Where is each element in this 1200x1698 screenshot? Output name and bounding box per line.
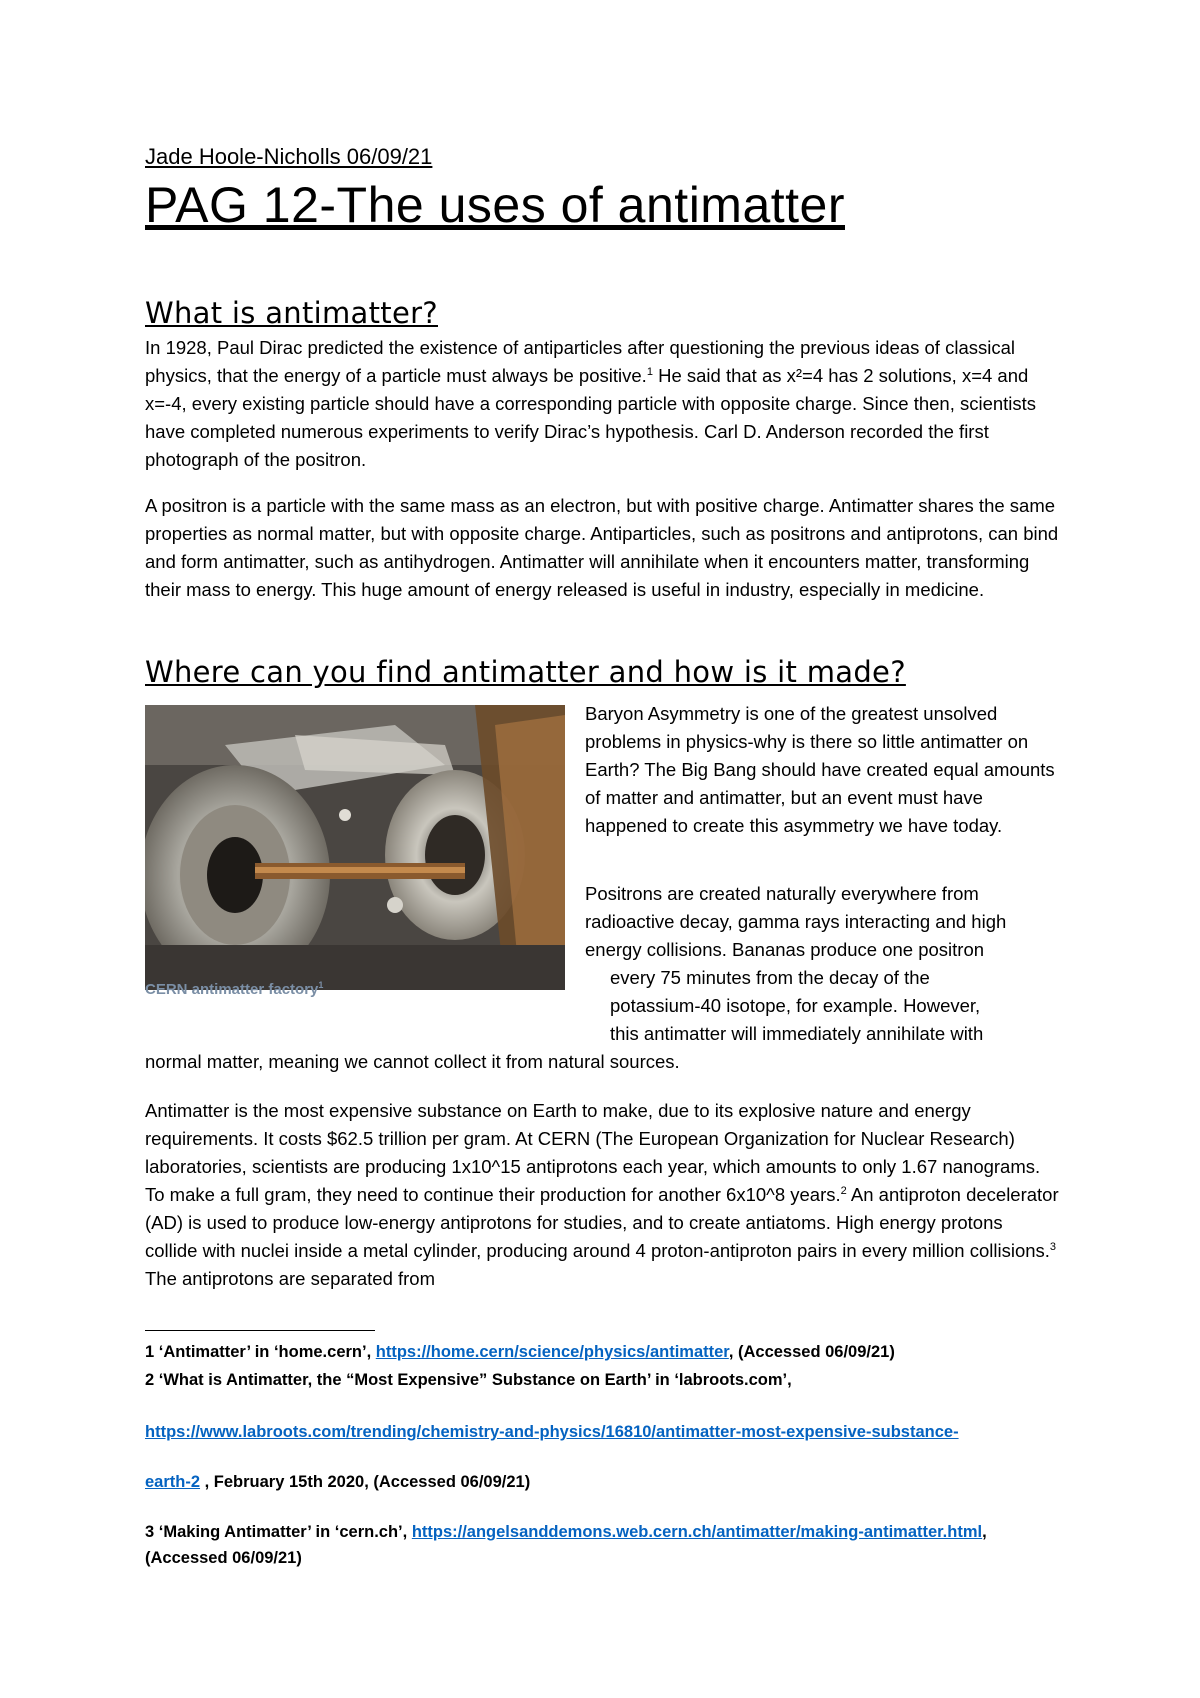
footnote-3-text: 3 ‘Making Antimatter’ in ‘cern.ch’, <box>145 1523 412 1541</box>
text-flow-line-4: normal matter, meaning we cannot collect it from natural sources. <box>145 1051 680 1072</box>
footnote-3-accessed: (Accessed 06/09/21) <box>145 1549 302 1567</box>
caption-footnote-ref[interactable]: 1 <box>318 980 324 990</box>
paragraph-cost-text-end: The antiprotons are separated from <box>145 1268 435 1289</box>
footnote-1-text: 1 ‘Antimatter’ in ‘home.cern’, <box>145 1343 376 1361</box>
paragraph-positron: A positron is a particle with the same mass as an electron, but with positive charge. Antimatter shares the same properties as normal matter, but with opposite charge. Antiparticles, such as positrons and antiprotons, can bind and form antimatter, such as antihydrogen. Antimatter will annihilate when it encounters matter, transforming their mass to energy. This huge amount of energy released is useful in industry, especially in medicine. <box>145 495 1059 600</box>
footnote-3-link[interactable]: https://angelsanddemons.web.cern.ch/antimatter/making-antimatter.html <box>411 1523 983 1541</box>
footnote-ref-1[interactable]: 1 <box>646 365 653 378</box>
cern-photo <box>145 705 565 990</box>
footnote-2: 2 ‘What is Antimatter, the “Most Expensive” Substance on Earth’ in ‘labroots.com’, <box>145 1371 792 1389</box>
footnote-3 <box>145 1520 1065 1544</box>
footnote-ref-3[interactable]: 3 <box>1049 1240 1057 1253</box>
paragraph-cost <box>145 1097 1060 1293</box>
paragraph-cost-text: Antimatter is the most expensive substance on Earth to make, due to its explosive nature and energy requirements. It costs $62.5 trillion per gram. At CERN (The European Organization for Nuclear Research) laboratories, scientists are producing 1x10^15 antiprotons each year, which amounts to only 1.67 nanograms. To make a full gram, they need to continue their production for another 6x10^8 years. <box>145 1100 1041 1205</box>
footnote-2-link-line <box>145 1420 1065 1444</box>
footnote-1 <box>145 1340 1065 1364</box>
photo-caption-text: CERN antimatter factory <box>145 981 319 998</box>
antimatter-factory-image <box>145 705 565 990</box>
text-flow-line-1: every 75 minutes from the decay of the <box>610 967 930 988</box>
text-flow-line-2: potassium-40 isotope, for example. However, <box>610 995 981 1016</box>
paragraph-dirac <box>145 334 1060 474</box>
footnote-3-tail: , <box>982 1523 987 1541</box>
heading-what-is-antimatter: What is antimatter? <box>145 296 438 330</box>
footnote-2-link-a[interactable]: https://www.labroots.com/trending/chemistry-and-physics/16810/antimatter-most-expensive-substance- <box>145 1423 959 1441</box>
heading-where-antimatter: Where can you find antimatter and how is it made? <box>145 655 906 689</box>
author-date: Jade Hoole-Nicholls 06/09/21 <box>145 144 433 169</box>
text-flow-line-3: this antimatter will immediately annihilate with <box>610 1023 984 1044</box>
page-title: PAG 12-The uses of antimatter <box>145 177 845 233</box>
paragraph-baryon: Baryon Asymmetry is one of the greatest unsolved problems in physics-why is there so little antimatter on Earth? The Big Bang should have created equal amounts of matter and antimatter, but an event must have happened to create this asymmetry we have today. <box>585 703 1055 836</box>
paragraph-dirac-text: In 1928, Paul Dirac predicted the existence of antiparticles after questioning the previous ideas of classical physics, that the energy of a particle must always be positive. <box>145 337 1015 386</box>
footnote-1-link[interactable]: https://home.cern/science/physics/antimatter <box>375 1343 729 1361</box>
footnote-2-tail: , February 15th 2020, (Accessed 06/09/21) <box>200 1473 531 1491</box>
paragraph-dirac-text-cont: He said that as x²=4 has 2 solutions, x=4 and x=-4, every existing particle should have a corresponding particle with opposite charge. Since then, scientists have completed numerous experiments to verify Dirac’s hypothesis. Carl D. Anderson recorded the first photograph of the positron. <box>145 365 1037 470</box>
footnote-2-link-line-2 <box>145 1470 1065 1494</box>
footnote-divider <box>145 1330 375 1331</box>
footnote-2-link-b[interactable]: earth-2 <box>145 1473 201 1491</box>
footnote-1-tail: , (Accessed 06/09/21) <box>728 1343 895 1361</box>
footnote-ref-2[interactable]: 2 <box>840 1184 847 1197</box>
paragraph-positrons-natural: Positrons are created naturally everywhere from radioactive decay, gamma rays interacting and high energy collisions. Bananas produce one positron <box>585 883 1007 960</box>
paragraph-cost-text-cont: An antiproton decelerator (AD) is used to produce low-energy antiprotons for studies, and to create antiatoms. High energy protons collide with nuclei inside a metal cylinder, producing around 4 proton-antiproton pairs in every million collisions. <box>145 1184 1059 1261</box>
photo-caption <box>145 980 323 998</box>
